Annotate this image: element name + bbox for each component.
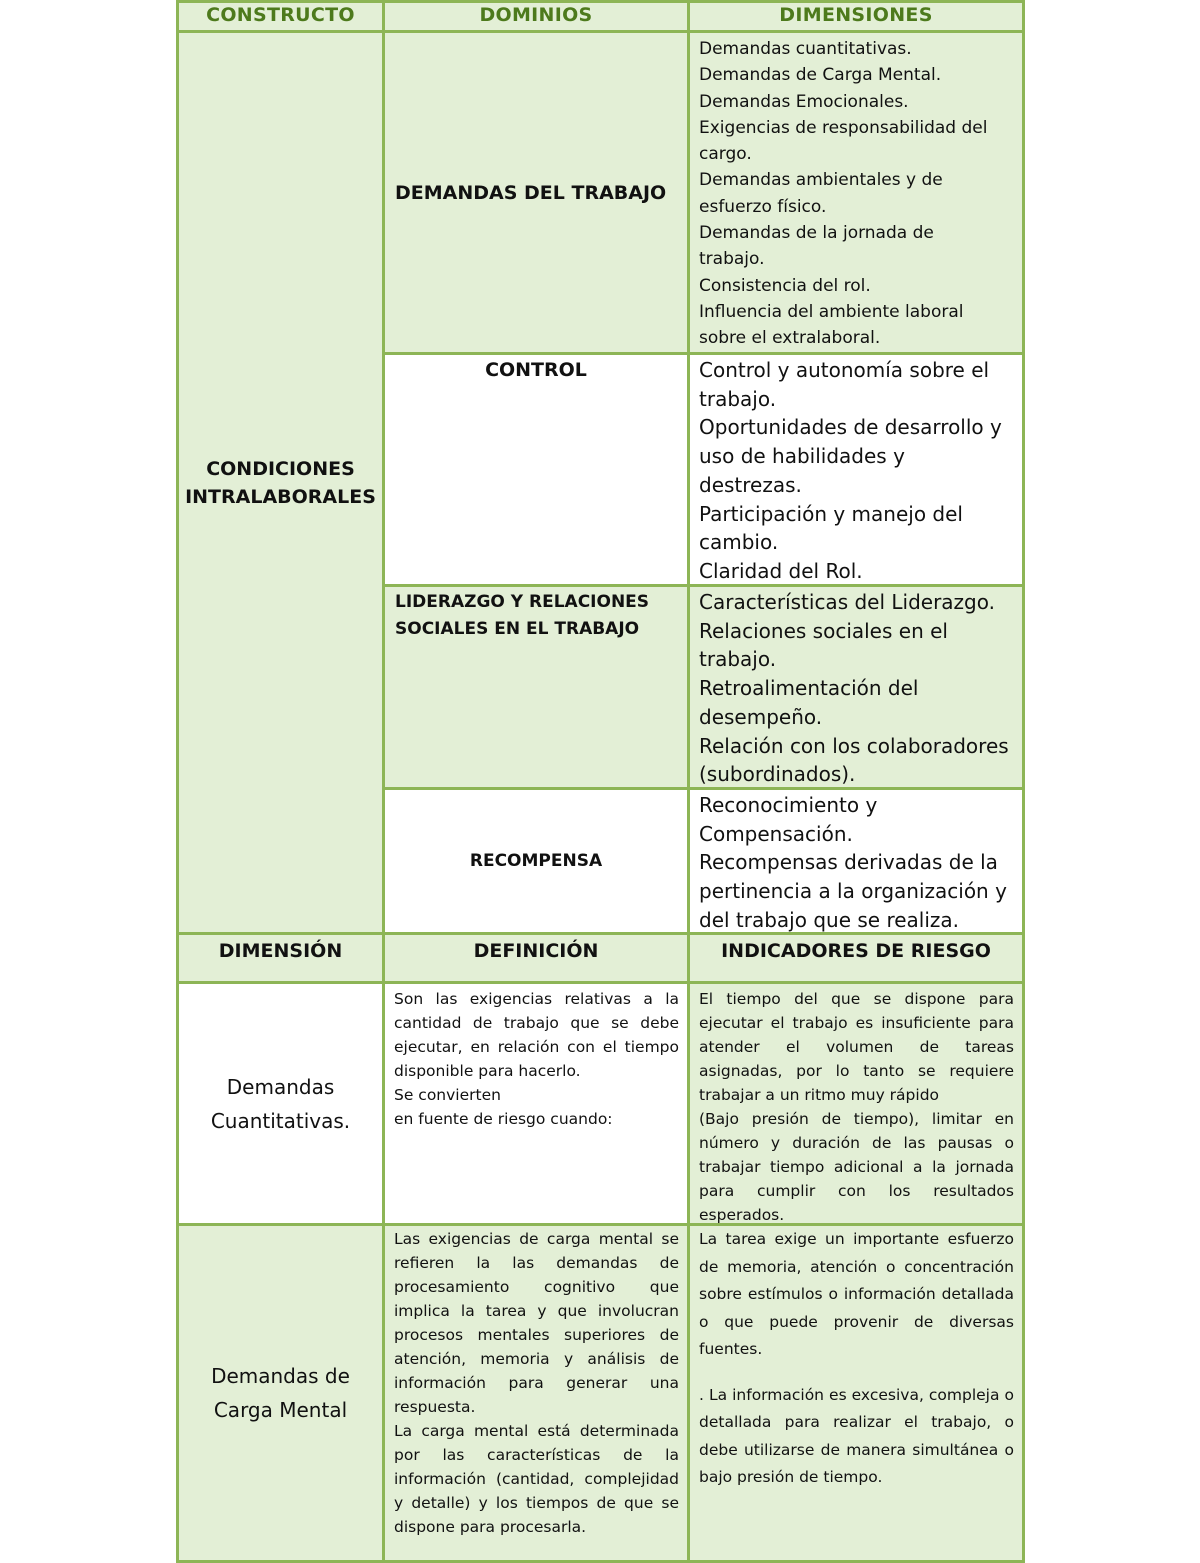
dimension-item: Oportunidades de desarrollo y <box>699 415 1002 440</box>
constructo-cell <box>176 30 385 935</box>
indicador-text: . La información es excesiva, compleja o detallada para realizar el trabajo, o debe utilizarse de manera simultánea o bajo presión de tiempo. <box>699 1385 1014 1486</box>
row-dimension-cuantitativas <box>176 981 385 1226</box>
header-dimension-label: DIMENSIÓN <box>218 940 343 962</box>
header-dimensiones <box>687 0 1025 33</box>
dimension-item: Demandas Emocionales. <box>699 91 909 112</box>
dimension-item: trabajo. <box>699 386 777 411</box>
header-definicion-label: DEFINICIÓN <box>473 940 599 962</box>
dimension-name-line1: Demandas de <box>211 1364 350 1388</box>
dimension-item: Claridad del Rol. <box>699 558 863 583</box>
dimension-item: Recompensas derivadas de la <box>699 850 998 875</box>
header-definicion <box>382 932 690 984</box>
dimension-item: Demandas cuantitativas. <box>699 39 912 59</box>
header-constructo <box>176 0 385 33</box>
row-dimension-carga-mental <box>176 1223 385 1563</box>
header-constructo-label: CONSTRUCTO <box>206 4 355 26</box>
dimension-item: (subordinados). <box>699 762 856 787</box>
dimension-item: sobre el extralaboral. <box>699 328 881 349</box>
row-definicion-carga-mental <box>382 1223 690 1563</box>
dominio-demandas <box>382 30 690 355</box>
constructo-label <box>185 455 376 511</box>
header-indicadores-label: INDICADORES DE RIESGO <box>721 940 991 962</box>
dimension-item: cambio. <box>699 530 779 555</box>
dimension-item: Control y autonomía sobre el <box>699 358 990 382</box>
definicion-text: La carga mental está determinada por las características de la información (cantidad, complejidad y detalle) y los tiempos de que se dispone para procesarla. <box>394 1422 679 1536</box>
dimension-item: Reconocimiento y <box>699 793 878 817</box>
dimension-item: Compensación. <box>699 821 853 846</box>
dimension-item: esfuerzo físico. <box>699 196 827 217</box>
dominio-liderazgo-label <box>395 589 649 643</box>
dimension-item: Participación y manejo del <box>699 501 963 526</box>
dimension-item: del trabajo que se realiza. <box>699 907 960 932</box>
row-indicadores-cuantitativas <box>687 981 1025 1226</box>
definicion-text: Las exigencias de carga mental se refieren la las demandas de procesamiento cognitivo que implica la tarea y que involucran procesos mentales superiores de atención, memoria y análisis de información para generar una respuesta. <box>394 1230 679 1416</box>
dimension-item: cargo. <box>699 144 752 165</box>
dimension-item: Retroalimentación del <box>699 676 919 701</box>
header-dimensiones-label: DIMENSIONES <box>779 4 933 26</box>
dimension-item: Relación con los colaboradores <box>699 733 1009 758</box>
dominio-control-label: CONTROL <box>485 359 587 381</box>
dimension-item: Influencia del ambiente laboral <box>699 301 964 322</box>
dimensiones-recompensa <box>687 787 1025 935</box>
dimension-item: Demandas de Carga Mental. <box>699 65 942 86</box>
dominio-liderazgo-line1: LIDERAZGO Y RELACIONES <box>395 592 650 612</box>
dimensiones-liderazgo <box>687 584 1025 790</box>
indicador-text: La tarea exige un importante esfuerzo de memoria, atención o concentración sobre estímulos o información detallada o que puede provenir de diversas fuentes. <box>699 1230 1014 1358</box>
dominio-liderazgo <box>382 584 690 790</box>
header-dimension <box>176 932 385 984</box>
dominio-liderazgo-line2: SOCIALES EN EL TRABAJO <box>395 619 640 639</box>
definicion-text: Son las exigencias relativas a la cantidad de trabajo que se debe ejecutar, en relación con el tiempo disponible para hacerlo. <box>394 990 679 1080</box>
constructo-line2: INTRALABORALES <box>185 485 376 508</box>
header-dominios <box>382 0 690 33</box>
dimension-item: trabajo. <box>699 249 765 270</box>
dimension-item: Demandas de la jornada de <box>699 223 934 244</box>
dimension-item: uso de habilidades y destrezas. <box>699 444 905 497</box>
dominio-recompensa <box>382 787 690 935</box>
dominio-demandas-label: DEMANDAS DEL TRABAJO <box>395 182 667 204</box>
row-definicion-cuantitativas <box>382 981 690 1226</box>
dimension-item: Demandas ambientales y de <box>699 170 943 191</box>
dimension-name <box>211 1070 350 1138</box>
dimension-item: Consistencia del rol. <box>699 275 871 296</box>
row-indicadores-carga-mental <box>687 1223 1025 1563</box>
header-dominios-label: DOMINIOS <box>479 4 593 26</box>
dimension-item: trabajo. <box>699 647 777 672</box>
definicion-text: en fuente de riesgo cuando: <box>394 1110 613 1128</box>
dimension-name-line2: Cuantitativas. <box>210 1108 351 1133</box>
dimension-name-line2: Carga Mental <box>213 1398 348 1422</box>
dominio-recompensa-label: RECOMPENSA <box>469 851 603 871</box>
header-indicadores <box>687 932 1025 984</box>
dimension-item: desempeño. <box>699 704 823 729</box>
dimension-item: Características del Liderazgo. <box>699 590 995 614</box>
dimension-item: pertinencia a la organización y <box>699 879 1007 904</box>
dimensiones-control <box>687 352 1025 587</box>
indicador-text: (Bajo presión de tiempo), limitar en número y duración de las pausas o trabajar tiempo adicional a la jornada para cumplir con los resultados esperados. <box>699 1110 1014 1224</box>
dimension-item: Relaciones sociales en el <box>699 618 948 643</box>
dimension-item: Exigencias de responsabilidad del <box>699 117 988 138</box>
indicador-text: El tiempo del que se dispone para ejecutar el trabajo es insuficiente para atender el volumen de tareas asignadas, por lo tanto se requiere trabajar a un ritmo muy rápido <box>699 990 1014 1104</box>
dimension-name <box>211 1359 350 1427</box>
dominio-control <box>382 352 690 587</box>
definicion-text: Se convierten <box>394 1086 501 1104</box>
constructo-line1: CONDICIONES <box>206 457 355 480</box>
dimension-name-line1: Demandas <box>226 1074 335 1099</box>
dimensiones-demandas <box>687 30 1025 355</box>
